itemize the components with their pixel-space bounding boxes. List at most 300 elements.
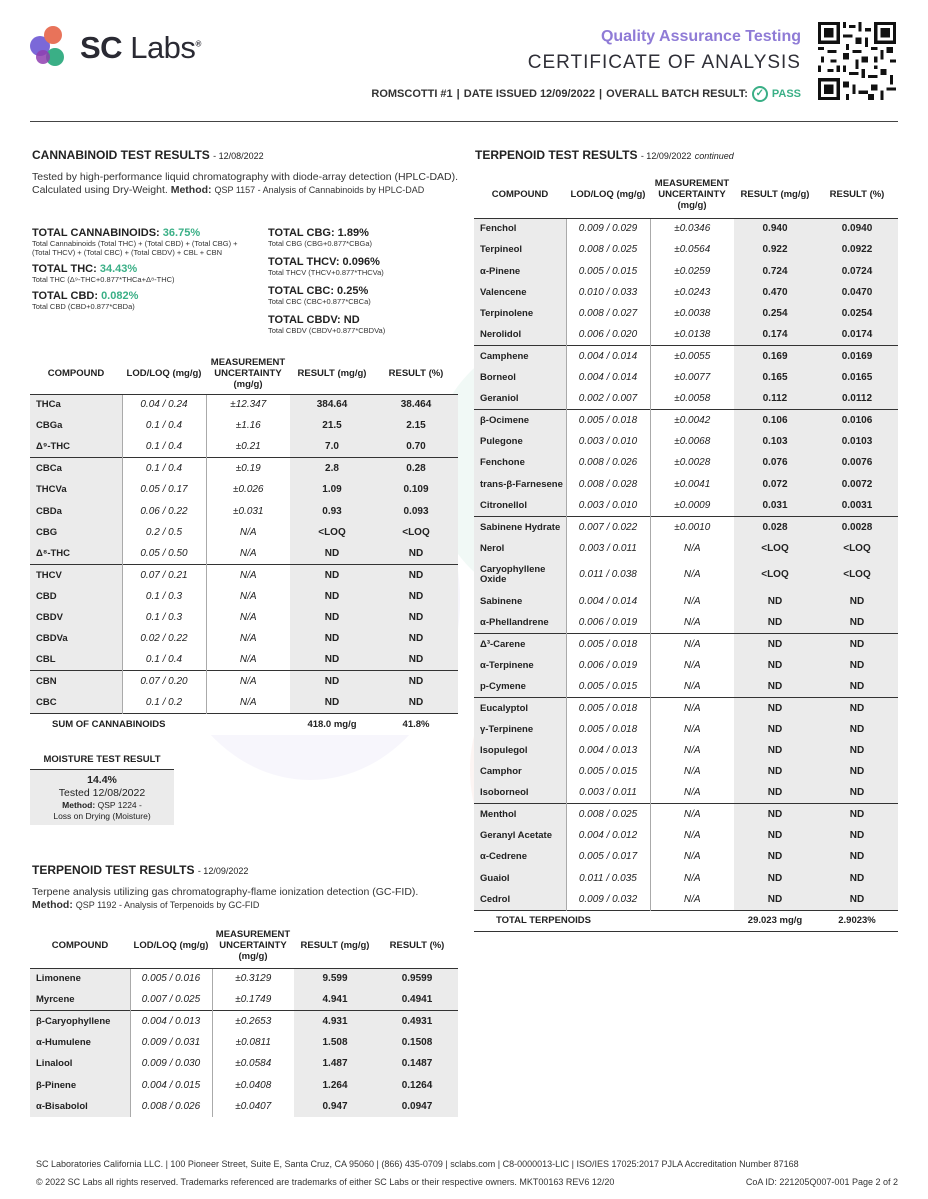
compound-name: Δ⁹-THC — [30, 437, 122, 458]
result-pct: ND — [816, 719, 898, 740]
result-pct: 0.4931 — [376, 1011, 458, 1032]
uncertainty: ±0.0407 — [212, 1096, 294, 1117]
table-row — [474, 495, 898, 516]
result-pct: ND — [374, 586, 458, 607]
total-block — [268, 314, 468, 335]
total-label: TOTAL CBG: 1.89% — [268, 227, 369, 239]
batch-line: ROMSCOTTI #1 | DATE ISSUED 12/09/2022 | OVERALL BATCH RESULT: ✓ PASS — [371, 88, 801, 100]
table-row — [474, 388, 898, 409]
result-mg: 0.922 — [734, 239, 816, 260]
result-pct: ND — [816, 782, 898, 803]
result-mg: ND — [734, 761, 816, 782]
table-row — [474, 612, 898, 633]
column-header: RESULT (mg/g) — [297, 368, 367, 380]
table-row — [30, 692, 458, 713]
compound-name: Sabinene — [474, 591, 566, 612]
compound-name: β-Pinene — [30, 1074, 130, 1095]
table-row — [474, 537, 898, 558]
table-row — [474, 676, 898, 697]
uncertainty: ±0.0009 — [650, 495, 734, 516]
result-pct: 0.0174 — [816, 324, 898, 345]
result-pct: 0.0922 — [816, 239, 898, 260]
result-pct: 0.0072 — [816, 474, 898, 495]
lod-loq: 0.006 / 0.020 — [566, 324, 650, 345]
uncertainty: N/A — [650, 782, 734, 803]
result-pct: 0.70 — [374, 437, 458, 458]
table-row — [30, 1032, 458, 1053]
lod-loq: 0.004 / 0.015 — [130, 1074, 212, 1095]
table-row — [474, 559, 898, 591]
compound-name: Sabinene Hydrate — [474, 516, 566, 537]
lod-loq: 0.008 / 0.026 — [130, 1096, 212, 1117]
lod-loq: 0.004 / 0.014 — [566, 367, 650, 388]
result-mg: 0.93 — [290, 500, 374, 521]
compound-name: CBD — [30, 586, 122, 607]
compound-name: Camphor — [474, 761, 566, 782]
result-pct: 0.0470 — [816, 282, 898, 303]
result-mg: 0.940 — [734, 218, 816, 239]
total-block — [268, 227, 468, 248]
result-mg: ND — [734, 676, 816, 697]
table-row — [30, 1011, 458, 1032]
lod-loq: 0.008 / 0.028 — [566, 474, 650, 495]
compound-name: Terpinolene — [474, 303, 566, 324]
total-note: Total THCV (THCV+0.877*THCVa) — [268, 268, 384, 277]
table-row — [30, 586, 458, 607]
lod-loq: 0.1 / 0.4 — [122, 437, 206, 458]
compound-name: α-Terpinene — [474, 655, 566, 676]
result-pct: 0.0940 — [816, 218, 898, 239]
result-pct: 0.0076 — [816, 452, 898, 473]
result-mg: ND — [734, 804, 816, 825]
uncertainty: ±0.3129 — [212, 968, 294, 989]
result-pct: ND — [374, 692, 458, 713]
uncertainty: ±0.031 — [206, 500, 290, 521]
compound-name: CBC — [30, 692, 122, 713]
uncertainty: ±0.19 — [206, 458, 290, 479]
table-row — [30, 650, 458, 671]
table-row — [30, 1053, 458, 1074]
column-header: RESULT (mg/g) — [740, 189, 810, 201]
lod-loq: 0.005 / 0.016 — [130, 968, 212, 989]
uncertainty: ±0.0041 — [650, 474, 734, 495]
table-row — [30, 543, 458, 564]
cannabinoid-description: Tested by high-performance liquid chromatography with diode-array detection (HPLC-DAD). Calculated using Dry-Weight. Method: QSP 1157 - Analysis of Cannabinoids by HPLC-DAD — [32, 171, 459, 196]
compound-name: Terpineol — [474, 239, 566, 260]
uncertainty: ±0.0259 — [650, 261, 734, 282]
column-header: MEASUREMENT UNCERTAINTY (mg/g) — [654, 178, 730, 212]
result-pct: 2.15 — [374, 415, 458, 436]
total-mg: 29.023 mg/g — [734, 910, 816, 931]
lod-loq: 0.004 / 0.014 — [566, 346, 650, 367]
footer-address: SC Laboratories California LLC. | 100 Pioneer Street, Suite E, Santa Cruz, CA 95060 | (866) 435-0709 | sclabs.com | C8-0000013-LIC | ISO/IES 17025:2017 PJLA Accreditation Number 87168 — [36, 1159, 799, 1169]
total-block — [268, 285, 468, 306]
table-row — [30, 564, 458, 585]
result-pct: ND — [374, 628, 458, 649]
lod-loq: 0.005 / 0.018 — [566, 633, 650, 654]
result-mg: 7.0 — [290, 437, 374, 458]
cannabinoid-totals-right — [268, 227, 468, 343]
result-mg: 4.931 — [294, 1011, 376, 1032]
lod-loq: 0.009 / 0.031 — [130, 1032, 212, 1053]
compound-name: Isopulegol — [474, 740, 566, 761]
result-pct: 0.9599 — [376, 968, 458, 989]
result-mg: <LOQ — [290, 522, 374, 543]
compound-name: Eucalyptol — [474, 697, 566, 718]
lod-loq: 0.009 / 0.029 — [566, 218, 650, 239]
result-pct: 0.4941 — [376, 989, 458, 1010]
compound-name: Valencene — [474, 282, 566, 303]
logo-text: SC Labs® — [80, 30, 201, 65]
total-block — [32, 263, 252, 284]
compound-name: CBG — [30, 522, 122, 543]
result-mg: 0.103 — [734, 431, 816, 452]
table-row — [474, 719, 898, 740]
uncertainty: N/A — [206, 607, 290, 628]
result-pct: 38.464 — [374, 394, 458, 415]
table-row — [30, 628, 458, 649]
compound-name: Pulegone — [474, 431, 566, 452]
result-pct: 0.0031 — [816, 495, 898, 516]
lod-loq: 0.005 / 0.015 — [566, 261, 650, 282]
compound-name: THCV — [30, 564, 122, 585]
compound-name: Camphene — [474, 346, 566, 367]
terpenoid-title-continued: TERPENOID TEST RESULTS - 12/09/2022 continued — [475, 148, 734, 162]
result-mg: <LOQ — [734, 537, 816, 558]
compound-name: Geranyl Acetate — [474, 825, 566, 846]
lod-loq: 0.004 / 0.014 — [566, 591, 650, 612]
uncertainty: N/A — [206, 564, 290, 585]
uncertainty: N/A — [650, 537, 734, 558]
table-row — [474, 889, 898, 910]
compound-name: THCa — [30, 394, 122, 415]
lod-loq: 0.007 / 0.022 — [566, 516, 650, 537]
uncertainty: ±0.2653 — [212, 1011, 294, 1032]
result-mg: ND — [290, 628, 374, 649]
result-mg: 0.112 — [734, 388, 816, 409]
terpenoid-title: TERPENOID TEST RESULTS - 12/09/2022 — [32, 863, 249, 877]
lod-loq: 0.005 / 0.018 — [566, 697, 650, 718]
uncertainty: N/A — [650, 825, 734, 846]
result-mg: ND — [734, 825, 816, 846]
compound-name: Nerol — [474, 537, 566, 558]
column-header: RESULT (%) — [389, 940, 445, 952]
compound-name: CBDVa — [30, 628, 122, 649]
result-mg: 1.264 — [294, 1074, 376, 1095]
total-label-text: TOTAL CBD: — [32, 290, 98, 302]
result-mg: ND — [290, 543, 374, 564]
uncertainty: ±0.0068 — [650, 431, 734, 452]
result-mg: 0.076 — [734, 452, 816, 473]
moisture-result — [30, 754, 174, 825]
uncertainty: ±12.347 — [206, 394, 290, 415]
moisture-date: Tested 12/08/2022 — [58, 787, 146, 799]
result-mg: <LOQ — [734, 559, 816, 591]
result-mg: ND — [290, 671, 374, 692]
date-issued: DATE ISSUED 12/09/2022 — [463, 88, 595, 100]
uncertainty: N/A — [206, 650, 290, 671]
column-header: LOD/LOQ (mg/g) — [133, 940, 209, 952]
result-pct: <LOQ — [816, 559, 898, 591]
lod-loq: 0.05 / 0.50 — [122, 543, 206, 564]
result-pct: ND — [816, 591, 898, 612]
compound-name: CBGa — [30, 415, 122, 436]
batch-label: OVERALL BATCH RESULT: — [606, 88, 748, 100]
table-row — [30, 989, 458, 1010]
compound-name: Menthol — [474, 804, 566, 825]
result-mg: 0.947 — [294, 1096, 376, 1117]
table-row — [474, 804, 898, 825]
total-note: Total CBG (CBG+0.877*CBGa) — [268, 239, 373, 248]
lod-loq: 0.004 / 0.013 — [566, 740, 650, 761]
total-note: Total CBC (CBC+0.877*CBCa) — [268, 297, 371, 306]
terpenoid-table-right — [474, 172, 898, 932]
result-mg: ND — [734, 740, 816, 761]
uncertainty: ±0.0564 — [650, 239, 734, 260]
compound-name: Geraniol — [474, 388, 566, 409]
footer-copyright: © 2022 SC Labs all rights reserved. Trademarks referenced are trademarks of either SC Labs or their respective owners. MKT00163 REV6 12/20 — [36, 1177, 615, 1187]
uncertainty: N/A — [650, 697, 734, 718]
lod-loq: 0.2 / 0.5 — [122, 522, 206, 543]
result-mg: ND — [290, 586, 374, 607]
result-pct: ND — [816, 868, 898, 889]
lod-loq: 0.1 / 0.4 — [122, 650, 206, 671]
lod-loq: 0.006 / 0.019 — [566, 612, 650, 633]
result-pct: 0.1508 — [376, 1032, 458, 1053]
table-row — [474, 431, 898, 452]
uncertainty: ±0.21 — [206, 437, 290, 458]
lod-loq: 0.011 / 0.035 — [566, 868, 650, 889]
lod-loq: 0.07 / 0.21 — [122, 564, 206, 585]
compound-name: THCVa — [30, 479, 122, 500]
compound-name: β-Ocimene — [474, 410, 566, 431]
result-mg: 0.254 — [734, 303, 816, 324]
column-header: MEASUREMENT UNCERTAINTY (mg/g) — [215, 929, 291, 963]
table-row — [474, 846, 898, 867]
result-pct: ND — [816, 697, 898, 718]
uncertainty: N/A — [650, 846, 734, 867]
uncertainty: ±0.0038 — [650, 303, 734, 324]
result-mg: 2.8 — [290, 458, 374, 479]
compound-name: Isoborneol — [474, 782, 566, 803]
total-value: 34.43% — [99, 263, 138, 275]
lod-loq: 0.009 / 0.030 — [130, 1053, 212, 1074]
table-row — [474, 782, 898, 803]
result-mg: 384.64 — [290, 394, 374, 415]
result-mg: ND — [734, 846, 816, 867]
compound-name: Cedrol — [474, 889, 566, 910]
column-header: LOD/LOQ (mg/g) — [570, 189, 646, 201]
column-header: RESULT (%) — [829, 189, 885, 201]
lod-loq: 0.003 / 0.010 — [566, 495, 650, 516]
result-mg: 0.470 — [734, 282, 816, 303]
lod-loq: 0.005 / 0.015 — [566, 676, 650, 697]
footer-coa-id: CoA ID: 221205Q007-001 Page 2 of 2 — [745, 1177, 898, 1187]
compound-name: Linalool — [30, 1053, 130, 1074]
compound-name: trans-β-Farnesene — [474, 474, 566, 495]
result-mg: ND — [734, 633, 816, 654]
result-pct: ND — [374, 564, 458, 585]
result-pct: ND — [374, 543, 458, 564]
result-pct: 0.0112 — [816, 388, 898, 409]
lod-loq: 0.1 / 0.3 — [122, 586, 206, 607]
compound-name: Borneol — [474, 367, 566, 388]
uncertainty: ±0.0584 — [212, 1053, 294, 1074]
table-row — [474, 452, 898, 473]
lod-loq: 0.1 / 0.4 — [122, 415, 206, 436]
compound-name: α-Humulene — [30, 1032, 130, 1053]
result-mg: 1.487 — [294, 1053, 376, 1074]
sum-label: SUM OF CANNABINOIDS — [30, 713, 290, 734]
lod-loq: 0.005 / 0.018 — [566, 719, 650, 740]
lod-loq: 0.1 / 0.3 — [122, 607, 206, 628]
lod-loq: 0.1 / 0.2 — [122, 692, 206, 713]
lod-loq: 0.008 / 0.026 — [566, 452, 650, 473]
total-pct: 2.9023% — [816, 910, 898, 931]
result-mg: 0.165 — [734, 367, 816, 388]
check-circle-icon: ✓ — [752, 86, 768, 102]
lod-loq: 0.003 / 0.010 — [566, 431, 650, 452]
result-mg: ND — [734, 868, 816, 889]
batch-result: ✓ PASS — [752, 86, 801, 102]
total-block — [268, 256, 468, 277]
table-row — [30, 1096, 458, 1117]
result-pct: 0.0947 — [376, 1096, 458, 1117]
uncertainty: ±0.0408 — [212, 1074, 294, 1095]
lod-loq: 0.008 / 0.025 — [566, 239, 650, 260]
total-label: TOTAL CBC: 0.25% — [268, 285, 369, 297]
result-mg: 1.09 — [290, 479, 374, 500]
result-pct: 0.1264 — [376, 1074, 458, 1095]
table-row — [30, 607, 458, 628]
uncertainty: ±0.1749 — [212, 989, 294, 1010]
result-pct: 0.0724 — [816, 261, 898, 282]
compound-name: p-Cymene — [474, 676, 566, 697]
result-pct: ND — [816, 889, 898, 910]
table-row — [30, 394, 458, 415]
total-label — [32, 263, 252, 275]
qr-code-icon[interactable] — [818, 22, 896, 100]
result-mg: ND — [734, 889, 816, 910]
compound-name: α-Pinene — [474, 261, 566, 282]
table-row — [474, 516, 898, 537]
total-label — [32, 227, 252, 239]
sc-labs-logo — [30, 26, 201, 70]
result-pct: 0.0103 — [816, 431, 898, 452]
lod-loq: 0.05 / 0.17 — [122, 479, 206, 500]
compound-name: α-Phellandrene — [474, 612, 566, 633]
result-pct: ND — [816, 846, 898, 867]
lod-loq: 0.1 / 0.4 — [122, 458, 206, 479]
uncertainty: ±0.0055 — [650, 346, 734, 367]
uncertainty: N/A — [650, 868, 734, 889]
total-value: 0.082% — [101, 290, 139, 302]
total-label-text: TOTAL CANNABINOIDS: — [32, 227, 160, 239]
table-row — [474, 261, 898, 282]
table-row — [30, 415, 458, 436]
table-row — [474, 239, 898, 260]
result-mg: 0.031 — [734, 495, 816, 516]
table-row — [474, 410, 898, 431]
total-label-text: TOTAL THC: — [32, 263, 97, 275]
result-pct: 0.0106 — [816, 410, 898, 431]
compound-name: Δ⁸-THC — [30, 543, 122, 564]
lod-loq: 0.005 / 0.015 — [566, 761, 650, 782]
uncertainty: ±0.0010 — [650, 516, 734, 537]
compound-name: CBN — [30, 671, 122, 692]
uncertainty: ±0.0138 — [650, 324, 734, 345]
uncertainty: N/A — [206, 692, 290, 713]
result-pct: 0.093 — [374, 500, 458, 521]
result-mg: 1.508 — [294, 1032, 376, 1053]
lod-loq: 0.009 / 0.032 — [566, 889, 650, 910]
lod-loq: 0.011 / 0.038 — [566, 559, 650, 591]
uncertainty: N/A — [650, 804, 734, 825]
table-row — [474, 825, 898, 846]
compound-name: β-Caryophyllene — [30, 1011, 130, 1032]
lod-loq: 0.008 / 0.027 — [566, 303, 650, 324]
compound-name: CBDa — [30, 500, 122, 521]
column-header: RESULT (%) — [388, 368, 444, 380]
result-pct: ND — [374, 650, 458, 671]
column-header: COMPOUND — [51, 940, 109, 952]
result-pct: ND — [374, 671, 458, 692]
total-label — [32, 290, 252, 302]
result-pct: ND — [816, 633, 898, 654]
compound-name: CBL — [30, 650, 122, 671]
compound-name: Caryophyllene Oxide — [474, 559, 566, 591]
total-value: 36.75% — [162, 227, 201, 239]
result-mg: ND — [734, 697, 816, 718]
result-mg: 0.028 — [734, 516, 816, 537]
result-pct: ND — [374, 607, 458, 628]
lod-loq: 0.005 / 0.018 — [566, 410, 650, 431]
table-row — [30, 968, 458, 989]
table-row — [474, 324, 898, 345]
uncertainty: ±0.0077 — [650, 367, 734, 388]
uncertainty: N/A — [650, 719, 734, 740]
result-mg: 4.941 — [294, 989, 376, 1010]
uncertainty: N/A — [206, 543, 290, 564]
cannabinoid-totals-left — [32, 227, 252, 317]
uncertainty: N/A — [650, 740, 734, 761]
compound-name: γ-Terpinene — [474, 719, 566, 740]
lod-loq: 0.006 / 0.019 — [566, 655, 650, 676]
compound-name: Guaiol — [474, 868, 566, 889]
table-row — [30, 671, 458, 692]
lod-loq: 0.02 / 0.22 — [122, 628, 206, 649]
table-row — [474, 282, 898, 303]
total-label: TOTAL TERPENOIDS — [474, 910, 734, 931]
lod-loq: 0.010 / 0.033 — [566, 282, 650, 303]
compound-name: α-Cedrene — [474, 846, 566, 867]
column-header: RESULT (mg/g) — [300, 940, 370, 952]
table-row — [30, 437, 458, 458]
table-row — [474, 633, 898, 654]
compound-name: Δ³-Carene — [474, 633, 566, 654]
qa-title: Quality Assurance Testing — [600, 28, 801, 45]
table-row — [474, 367, 898, 388]
uncertainty: N/A — [650, 591, 734, 612]
total-row — [474, 910, 898, 931]
uncertainty: N/A — [206, 671, 290, 692]
lod-loq: 0.002 / 0.007 — [566, 388, 650, 409]
lod-loq: 0.004 / 0.012 — [566, 825, 650, 846]
uncertainty: ±0.0243 — [650, 282, 734, 303]
total-label: TOTAL THCV: 0.096% — [268, 256, 380, 268]
moisture-box: 14.4% Tested 12/08/2022 Method: QSP 1224 - Loss on Drying (Moisture) — [30, 770, 174, 825]
result-pct: 0.1487 — [376, 1053, 458, 1074]
